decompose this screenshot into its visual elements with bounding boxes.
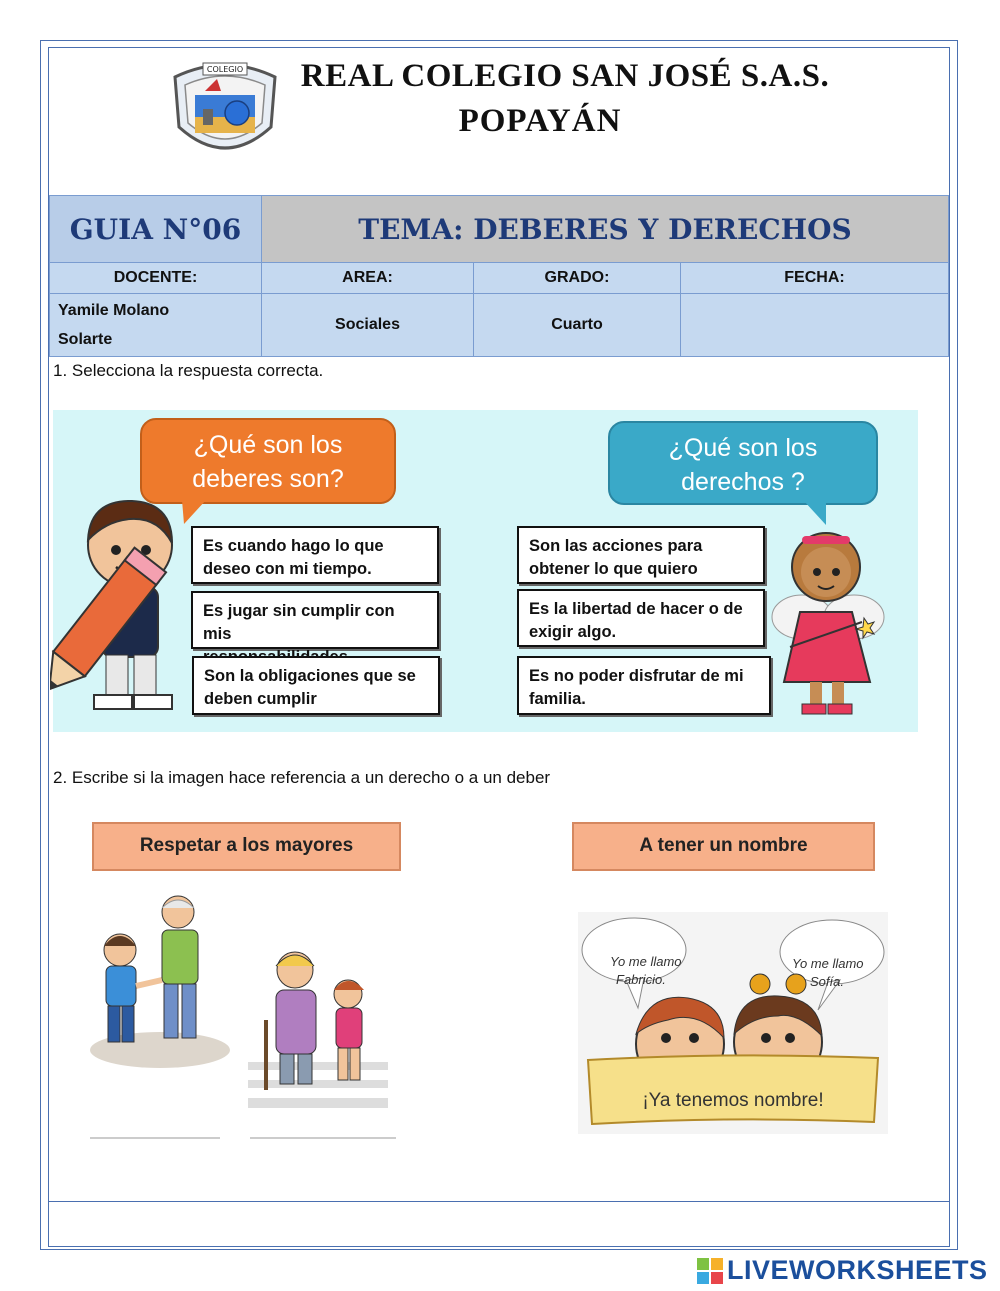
boy-pencil-illustration (50, 495, 195, 720)
header-grado: GRADO: (474, 263, 681, 294)
header-docente: DOCENTE: (50, 263, 262, 294)
derechos-bubble-line2: derechos ? (681, 468, 805, 496)
info-table (49, 195, 949, 357)
question2-prompt: 2. Escribe si la imagen hace referencia a un derecho o a un deber (53, 768, 551, 787)
speech-fabricio-line1: Yo me llamo (610, 954, 682, 969)
docente-line2: Solarte (58, 331, 113, 348)
derechos-option-3-line1: Es no poder disfrutar de mi (529, 667, 744, 685)
grado-value: Cuarto (474, 294, 681, 357)
derechos-option-1-line1: Son las acciones para (529, 537, 703, 555)
logo-text: COLEGIO (206, 65, 244, 74)
bubble-tail-right-icon (800, 501, 830, 527)
fairy-girl-illustration (762, 522, 892, 722)
deberes-option-2[interactable] (191, 591, 439, 649)
derechos-option-1[interactable] (517, 526, 765, 584)
topic-title: TEMA: DEBERES Y DERECHOS (262, 196, 949, 263)
school-city: POPAYÁN (458, 103, 622, 139)
liveworksheets-brand: LIVEWORKSHEETS (727, 1255, 988, 1285)
liveworksheets-logo-icon (697, 1258, 723, 1284)
bubble-tail-left-icon (180, 500, 210, 526)
header-fecha: FECHA: (681, 263, 949, 294)
deberes-option-2-line1: Es jugar sin cumplir con mis (203, 602, 395, 643)
deberes-option-3-line2: deben cumplir (204, 690, 317, 708)
label-tener-nombre[interactable]: A tener un nombre (572, 822, 875, 871)
banner-text: ¡Ya tenemos nombre! (642, 1090, 824, 1111)
page-footer-box (48, 1202, 950, 1247)
derechos-option-1-line2: obtener lo que quiero (529, 560, 698, 578)
question1-prompt: 1. Selecciona la respuesta correcta. (53, 361, 324, 380)
deberes-option-3-line1: Son la obligaciones que se (204, 667, 416, 685)
school-logo (165, 57, 285, 167)
deberes-option-1-line1: Es cuando hago lo que (203, 537, 384, 555)
fecha-value[interactable] (681, 294, 949, 357)
deberes-bubble-line1: ¿Qué son los (193, 431, 343, 459)
guia-number: GUIA N°06 (50, 196, 262, 263)
names-illustration (578, 912, 888, 1134)
derechos-option-2-line2: exigir algo. (529, 623, 617, 641)
deberes-bubble-line2: deberes son? (192, 465, 344, 493)
derechos-option-2[interactable] (517, 589, 765, 647)
deberes-option-1[interactable] (191, 526, 439, 584)
derechos-question-bubble (608, 421, 878, 505)
derechos-option-3-line2: familia. (529, 690, 586, 708)
header-area: AREA: (262, 263, 474, 294)
label-respetar-mayores[interactable]: Respetar a los mayores (92, 822, 401, 871)
derechos-option-3[interactable] (517, 656, 771, 715)
speech-fabricio-line2: Fabricio. (616, 972, 666, 987)
speech-sofia-line2: Sofía. (810, 974, 844, 989)
deberes-option-3[interactable] (192, 656, 440, 715)
docente-line1: Yamile Molano (58, 302, 170, 319)
derechos-option-2-line1: Es la libertad de hacer o de (529, 600, 743, 618)
area-value: Sociales (262, 294, 474, 357)
derechos-bubble-line1: ¿Qué son los (668, 434, 818, 462)
docente-value (50, 294, 262, 357)
speech-sofia-line1: Yo me llamo (792, 956, 864, 971)
school-name: REAL COLEGIO SAN JOSÉ S.A.S. (300, 58, 830, 94)
deberes-question-bubble (140, 418, 396, 504)
deberes-option-1-line2: deseo con mi tiempo. (203, 560, 372, 578)
respect-elders-illustration (90, 890, 400, 1140)
